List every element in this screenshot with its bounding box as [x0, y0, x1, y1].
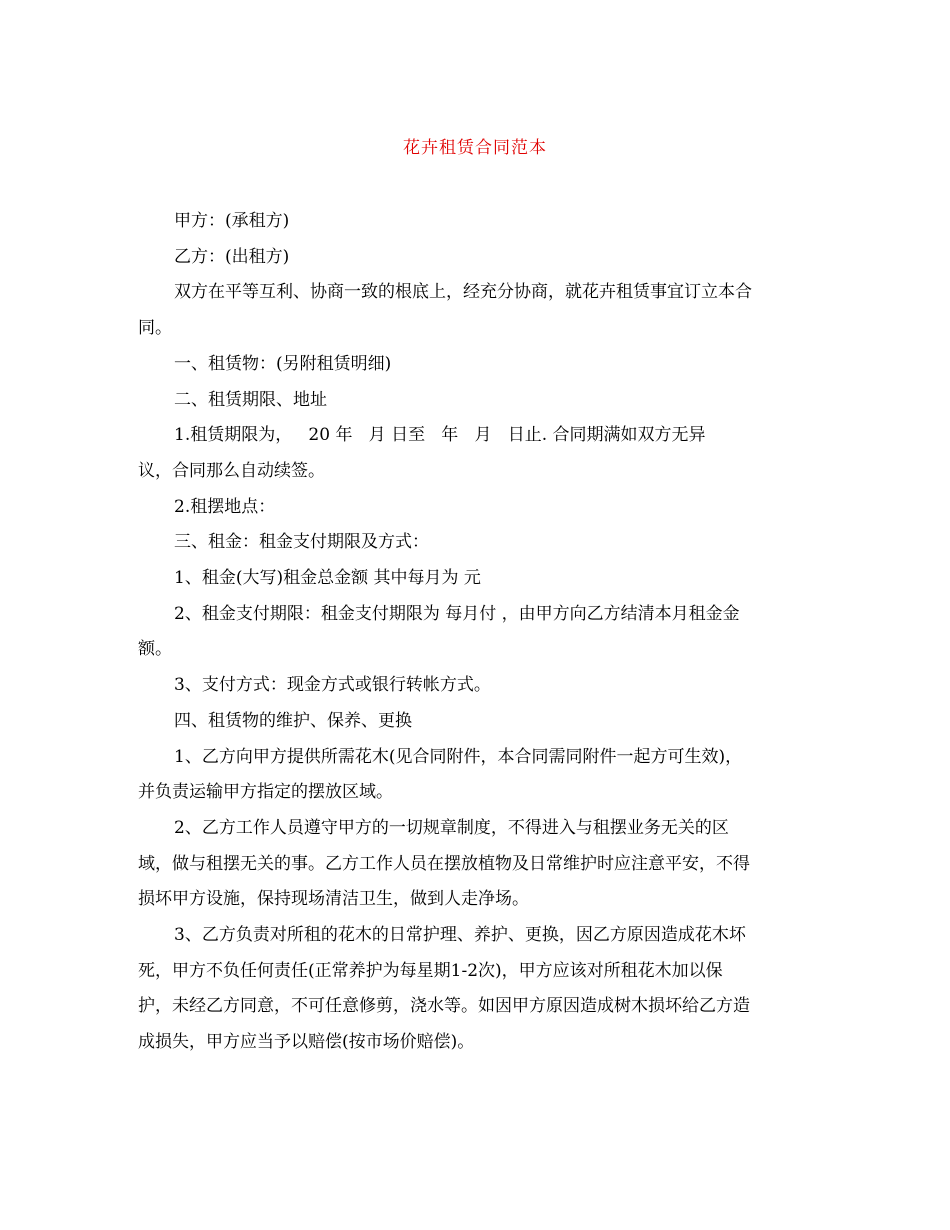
- section-2-text: 二、租赁期限、地址: [174, 389, 327, 410]
- payment-method-text: 3、支付方式：现金方式或银行转帐方式。: [174, 675, 491, 696]
- party-b: [138, 240, 814, 276]
- maintenance-1-line-2: 并负责运输甲方指定的摆放区域。: [138, 782, 393, 803]
- rent-payment-term-line-2: 额。: [138, 639, 172, 660]
- rent-amount-text: 1、租金(大写)租金总金额 其中每月为 元: [174, 568, 481, 589]
- section-heading-2: [138, 383, 814, 419]
- document-body: [138, 204, 814, 1061]
- maintenance-1-line-1: 1、乙方向甲方提供所需花木(见合同附件，本合同需同附件一起方可生效)，: [174, 746, 743, 767]
- party-a: [138, 204, 814, 240]
- section-heading-3: [138, 525, 814, 561]
- section-4-text: 四、租赁物的维护、保养、更换: [174, 710, 412, 731]
- section-1-text: 一、租赁物：(另附租赁明细): [174, 353, 392, 374]
- maintenance-2-line-3: 损坏甲方设施，保持现场清洁卫生，做到人走净场。: [138, 889, 529, 910]
- maintenance-3-line-1: 3、乙方负责对所租的花木的日常护理、养护、更换，因乙方原因造成花木坏: [174, 925, 746, 946]
- maintenance-2-line-1: 2、乙方工作人员遵守甲方的一切规章制度，不得进入与租摆业务无关的区: [174, 817, 729, 838]
- party-a-text: 甲方：(承租方): [174, 211, 290, 231]
- intro-paragraph: [138, 275, 814, 346]
- intro-line-1: 双方在平等互利、协商一致的根底上，经充分协商，就花卉租赁事宜订立本合: [174, 282, 752, 303]
- maintenance-item-3: [138, 918, 814, 1061]
- document-title: 花卉租赁合同范本: [403, 138, 547, 158]
- rent-payment-term-line-1: 2、租金支付期限：租金支付期限为 每月付 ，由甲方向乙方结清本月租金金: [174, 603, 740, 624]
- rent-amount-item: [138, 561, 814, 597]
- section-heading-1: [138, 347, 814, 383]
- rent-payment-term-item: [138, 597, 814, 668]
- lease-term-line-2: 议，合同那么自动续签。: [138, 460, 325, 481]
- lease-location-text: 2.租摆地点：: [174, 496, 276, 517]
- payment-method-item: [138, 668, 814, 704]
- section-3-text: 三、租金：租金支付期限及方式：: [174, 532, 429, 553]
- maintenance-item-1: [138, 740, 814, 811]
- maintenance-item-2: [138, 811, 814, 918]
- maintenance-3-line-4: 成损失，甲方应当予以赔偿(按市场价赔偿)。: [138, 1032, 475, 1053]
- section-heading-4: [138, 704, 814, 740]
- intro-line-2: 同。: [138, 318, 172, 339]
- maintenance-3-line-2: 死，甲方不负任何责任(正常养护为每星期1-2次)，甲方应该对所租花木加以保: [138, 960, 723, 981]
- lease-term-item: [138, 418, 814, 489]
- lease-term-line-1: 1.租赁期限为， 20 年 月 日至 年 月 日止. 合同期满如双方无异: [174, 425, 706, 446]
- lease-location-item: [138, 490, 814, 526]
- party-b-text: 乙方：(出租方): [174, 246, 290, 267]
- maintenance-2-line-2: 域，做与租摆无关的事。乙方工作人员在摆放植物及日常维护时应注意平安，不得: [138, 853, 750, 874]
- maintenance-3-line-3: 护，未经乙方同意，不可任意修剪，浇水等。如因甲方原因造成树木损坏给乙方造: [138, 996, 750, 1017]
